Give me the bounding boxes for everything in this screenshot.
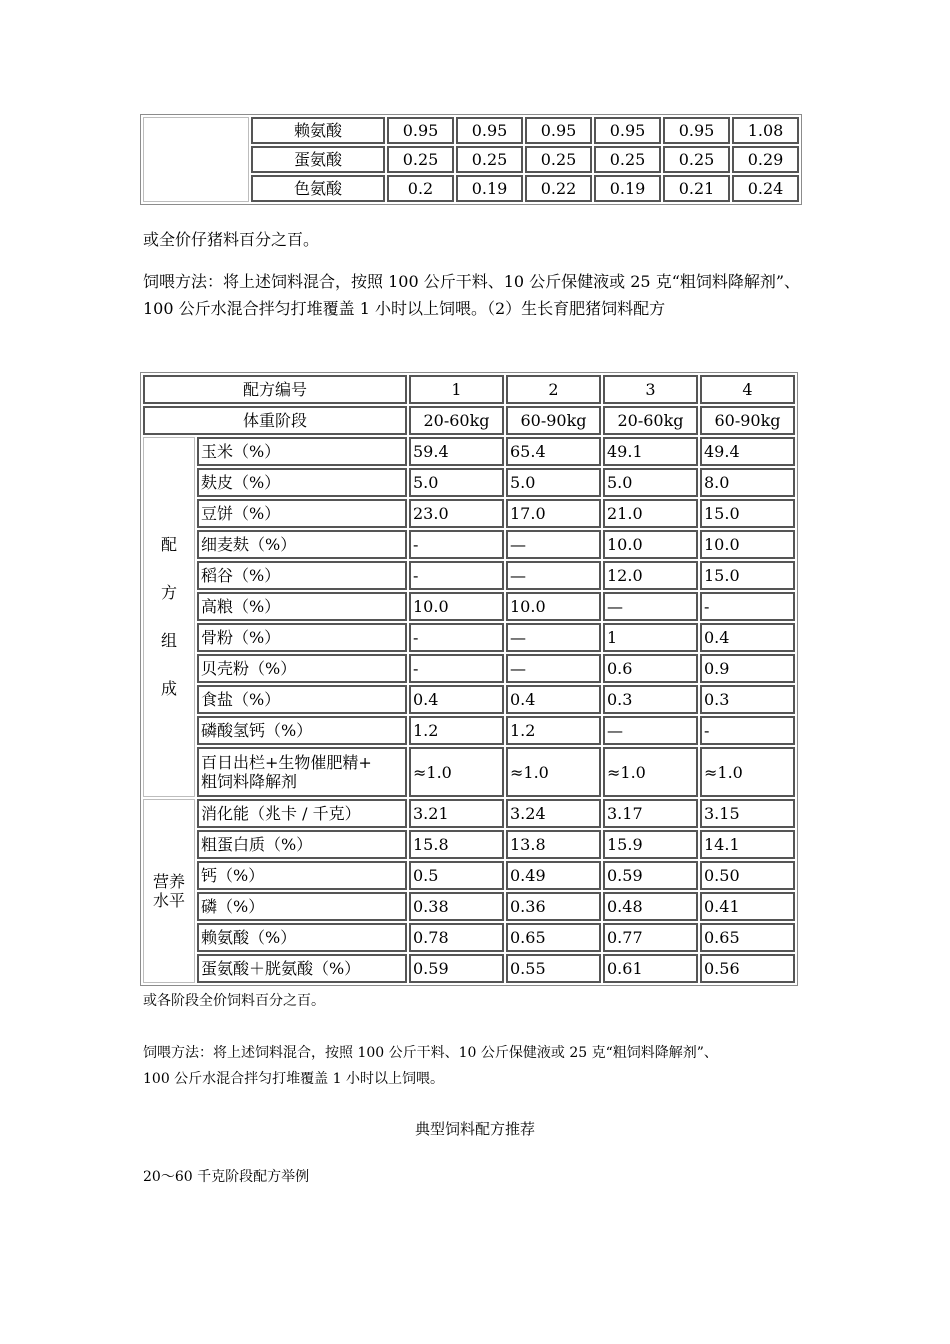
value-cell: 15.0	[700, 561, 795, 590]
subsection-title: 20～60 千克阶段配方举例	[143, 1169, 310, 1185]
value-cell: 10.0	[700, 530, 795, 559]
value-cell: 0.5	[409, 861, 504, 890]
value-cell: 0.2	[387, 175, 454, 202]
header-cell: 60-90kg	[506, 406, 601, 435]
table-row	[143, 799, 795, 828]
group-line1: 营养	[152, 872, 185, 891]
value-cell: 0.65	[506, 923, 601, 952]
formula-number-row	[143, 375, 795, 404]
feeding-method-2-line1: 饲喂方法：将上述饲料混合，按照 100 公斤干料、10 公斤保健液或 25 克“粗饲料降解剂”、	[143, 1045, 718, 1061]
table-row	[143, 954, 795, 983]
value-cell: -	[409, 561, 504, 590]
value-cell: 0.25	[456, 146, 523, 173]
value-cell: 0.95	[387, 117, 454, 144]
group-char: 方	[160, 583, 177, 602]
value-cell: —	[603, 592, 698, 621]
value-cell: 5.0	[603, 468, 698, 497]
value-cell: 3.15	[700, 799, 795, 828]
value-cell: 3.21	[409, 799, 504, 828]
value-cell: 23.0	[409, 499, 504, 528]
value-cell: 0.25	[387, 146, 454, 173]
header-cell: 4	[700, 375, 795, 404]
nutrient-name: 消化能（兆卡 / 千克）	[197, 799, 407, 828]
value-cell: 49.1	[603, 437, 698, 466]
value-cell: 0.50	[700, 861, 795, 890]
value-cell: 0.25	[663, 146, 730, 173]
table-row	[143, 499, 795, 528]
nutrient-name: 色氨酸	[251, 175, 385, 202]
table-row	[143, 623, 795, 652]
value-cell: -	[409, 623, 504, 652]
nutrient-name: 钙（%）	[197, 861, 407, 890]
header-cell: 20-60kg	[603, 406, 698, 435]
ingredient-name: 豆饼（%）	[197, 499, 407, 528]
value-cell: 3.17	[603, 799, 698, 828]
value-cell: 21.0	[603, 499, 698, 528]
ingredient-name: 食盐（%）	[197, 685, 407, 714]
value-cell: 0.22	[525, 175, 592, 202]
value-cell: 0.48	[603, 892, 698, 921]
table-row	[143, 561, 795, 590]
table-row	[143, 861, 795, 890]
header-label: 体重阶段	[143, 406, 407, 435]
ingredient-name: 高粮（%）	[197, 592, 407, 621]
header-cell: 20-60kg	[409, 406, 504, 435]
value-cell: 1.2	[506, 716, 601, 745]
nutrient-name: 赖氨酸（%）	[197, 923, 407, 952]
ingredient-name-line1: 百日出栏+生物催肥精+	[201, 753, 372, 772]
value-cell: 0.95	[456, 117, 523, 144]
value-cell: 0.25	[525, 146, 592, 173]
ingredient-name	[197, 747, 407, 797]
value-cell: 1	[603, 623, 698, 652]
table-row	[143, 654, 795, 683]
value-cell: 10.0	[506, 592, 601, 621]
value-cell: 13.8	[506, 830, 601, 859]
value-cell: ≈1.0	[700, 747, 795, 797]
value-cell: —	[506, 530, 601, 559]
value-cell: 1.08	[732, 117, 799, 144]
growing-pig-formula-table	[140, 372, 798, 986]
value-cell: 49.4	[700, 437, 795, 466]
nutrient-name: 磷（%）	[197, 892, 407, 921]
group-char: 成	[160, 679, 177, 698]
value-cell: 15.9	[603, 830, 698, 859]
value-cell: 5.0	[506, 468, 601, 497]
value-cell: —	[603, 716, 698, 745]
ingredient-name: 贝壳粉（%）	[197, 654, 407, 683]
value-cell: 5.0	[409, 468, 504, 497]
feeding-method-1: 饲喂方法：将上述饲料混合，按照 100 公斤干料、10 公斤保健液或 25 克“粗饲料降解剂”、100 公斤水混合拌匀打堆覆盖 1 小时以上饲喂。（2）生长育肥猪饲料配方	[143, 272, 801, 318]
value-cell: 59.4	[409, 437, 504, 466]
table-row	[143, 592, 795, 621]
value-cell: 0.19	[594, 175, 661, 202]
value-cell: 3.24	[506, 799, 601, 828]
value-cell: 0.55	[506, 954, 601, 983]
table-row	[143, 892, 795, 921]
value-cell: 0.59	[603, 861, 698, 890]
value-cell: ≈1.0	[506, 747, 601, 797]
nutrient-name: 蛋氨酸＋胱氨酸（%）	[197, 954, 407, 983]
ingredient-name: 麸皮（%）	[197, 468, 407, 497]
header-cell: 3	[603, 375, 698, 404]
value-cell: 10.0	[603, 530, 698, 559]
value-cell: 0.78	[409, 923, 504, 952]
value-cell: 0.4	[506, 685, 601, 714]
table-row	[143, 117, 799, 144]
weight-stage-row	[143, 406, 795, 435]
value-cell: 0.56	[700, 954, 795, 983]
group-char: 组	[160, 631, 177, 650]
value-cell: 0.41	[700, 892, 795, 921]
value-cell: ≈1.0	[409, 747, 504, 797]
value-cell: 0.25	[594, 146, 661, 173]
section-title: 典型饲料配方推荐	[414, 1120, 535, 1138]
header-cell: 60-90kg	[700, 406, 795, 435]
value-cell: 0.77	[603, 923, 698, 952]
value-cell: 0.24	[732, 175, 799, 202]
value-cell: 0.3	[700, 685, 795, 714]
value-cell: 0.4	[409, 685, 504, 714]
value-cell: 0.6	[603, 654, 698, 683]
value-cell: 0.95	[663, 117, 730, 144]
note-piglet-feed: 或全价仔猪料百分之百。	[143, 230, 320, 249]
value-cell: 0.36	[506, 892, 601, 921]
value-cell: 0.49	[506, 861, 601, 890]
ingredient-name: 玉米（%）	[197, 437, 407, 466]
ingredient-name: 磷酸氢钙（%）	[197, 716, 407, 745]
value-cell: 15.0	[700, 499, 795, 528]
ingredient-name: 骨粉（%）	[197, 623, 407, 652]
feeding-method-2-line2: 100 公斤水混合拌匀打堆覆盖 1 小时以上饲喂。	[143, 1071, 444, 1087]
value-cell: 0.21	[663, 175, 730, 202]
value-cell: 0.61	[603, 954, 698, 983]
ingredient-name-line2: 粗饲料降解剂	[201, 772, 298, 791]
value-cell: 0.4	[700, 623, 795, 652]
value-cell: 0.95	[525, 117, 592, 144]
group-label-nutrition	[143, 799, 195, 983]
value-cell: 0.9	[700, 654, 795, 683]
table-row	[143, 716, 795, 745]
value-cell: 0.59	[409, 954, 504, 983]
value-cell: 65.4	[506, 437, 601, 466]
value-cell: -	[409, 530, 504, 559]
value-cell: 8.0	[700, 468, 795, 497]
value-cell: 10.0	[409, 592, 504, 621]
ingredient-name: 稻谷（%）	[197, 561, 407, 590]
value-cell: 12.0	[603, 561, 698, 590]
value-cell: 15.8	[409, 830, 504, 859]
header-cell: 2	[506, 375, 601, 404]
ingredient-name: 细麦麸（%）	[197, 530, 407, 559]
value-cell: 17.0	[506, 499, 601, 528]
value-cell: -	[409, 654, 504, 683]
group-label-composition	[143, 437, 195, 797]
value-cell: 0.38	[409, 892, 504, 921]
value-cell: 0.65	[700, 923, 795, 952]
table-row	[143, 530, 795, 559]
nutrient-name: 赖氨酸	[251, 117, 385, 144]
value-cell: 0.3	[603, 685, 698, 714]
nutrient-name: 粗蛋白质（%）	[197, 830, 407, 859]
table-row	[143, 747, 795, 797]
value-cell: -	[700, 592, 795, 621]
value-cell: 0.29	[732, 146, 799, 173]
group-char: 配	[160, 535, 177, 554]
table-row	[143, 685, 795, 714]
group-line2: 水平	[152, 891, 185, 910]
note-all-stage-feed: 或各阶段全价饲料百分之百。	[143, 993, 325, 1009]
amino-acid-table	[140, 114, 802, 205]
value-cell: —	[506, 623, 601, 652]
table-row	[143, 468, 795, 497]
value-cell: -	[700, 716, 795, 745]
header-label: 配方编号	[143, 375, 407, 404]
nutrient-name: 蛋氨酸	[251, 146, 385, 173]
value-cell: 1.2	[409, 716, 504, 745]
value-cell: 0.19	[456, 175, 523, 202]
value-cell: ≈1.0	[603, 747, 698, 797]
header-cell: 1	[409, 375, 504, 404]
value-cell: 14.1	[700, 830, 795, 859]
value-cell: —	[506, 561, 601, 590]
table-row	[143, 437, 795, 466]
value-cell: 0.95	[594, 117, 661, 144]
blank-cell	[143, 117, 249, 202]
table-row	[143, 830, 795, 859]
value-cell: —	[506, 654, 601, 683]
table-row	[143, 923, 795, 952]
